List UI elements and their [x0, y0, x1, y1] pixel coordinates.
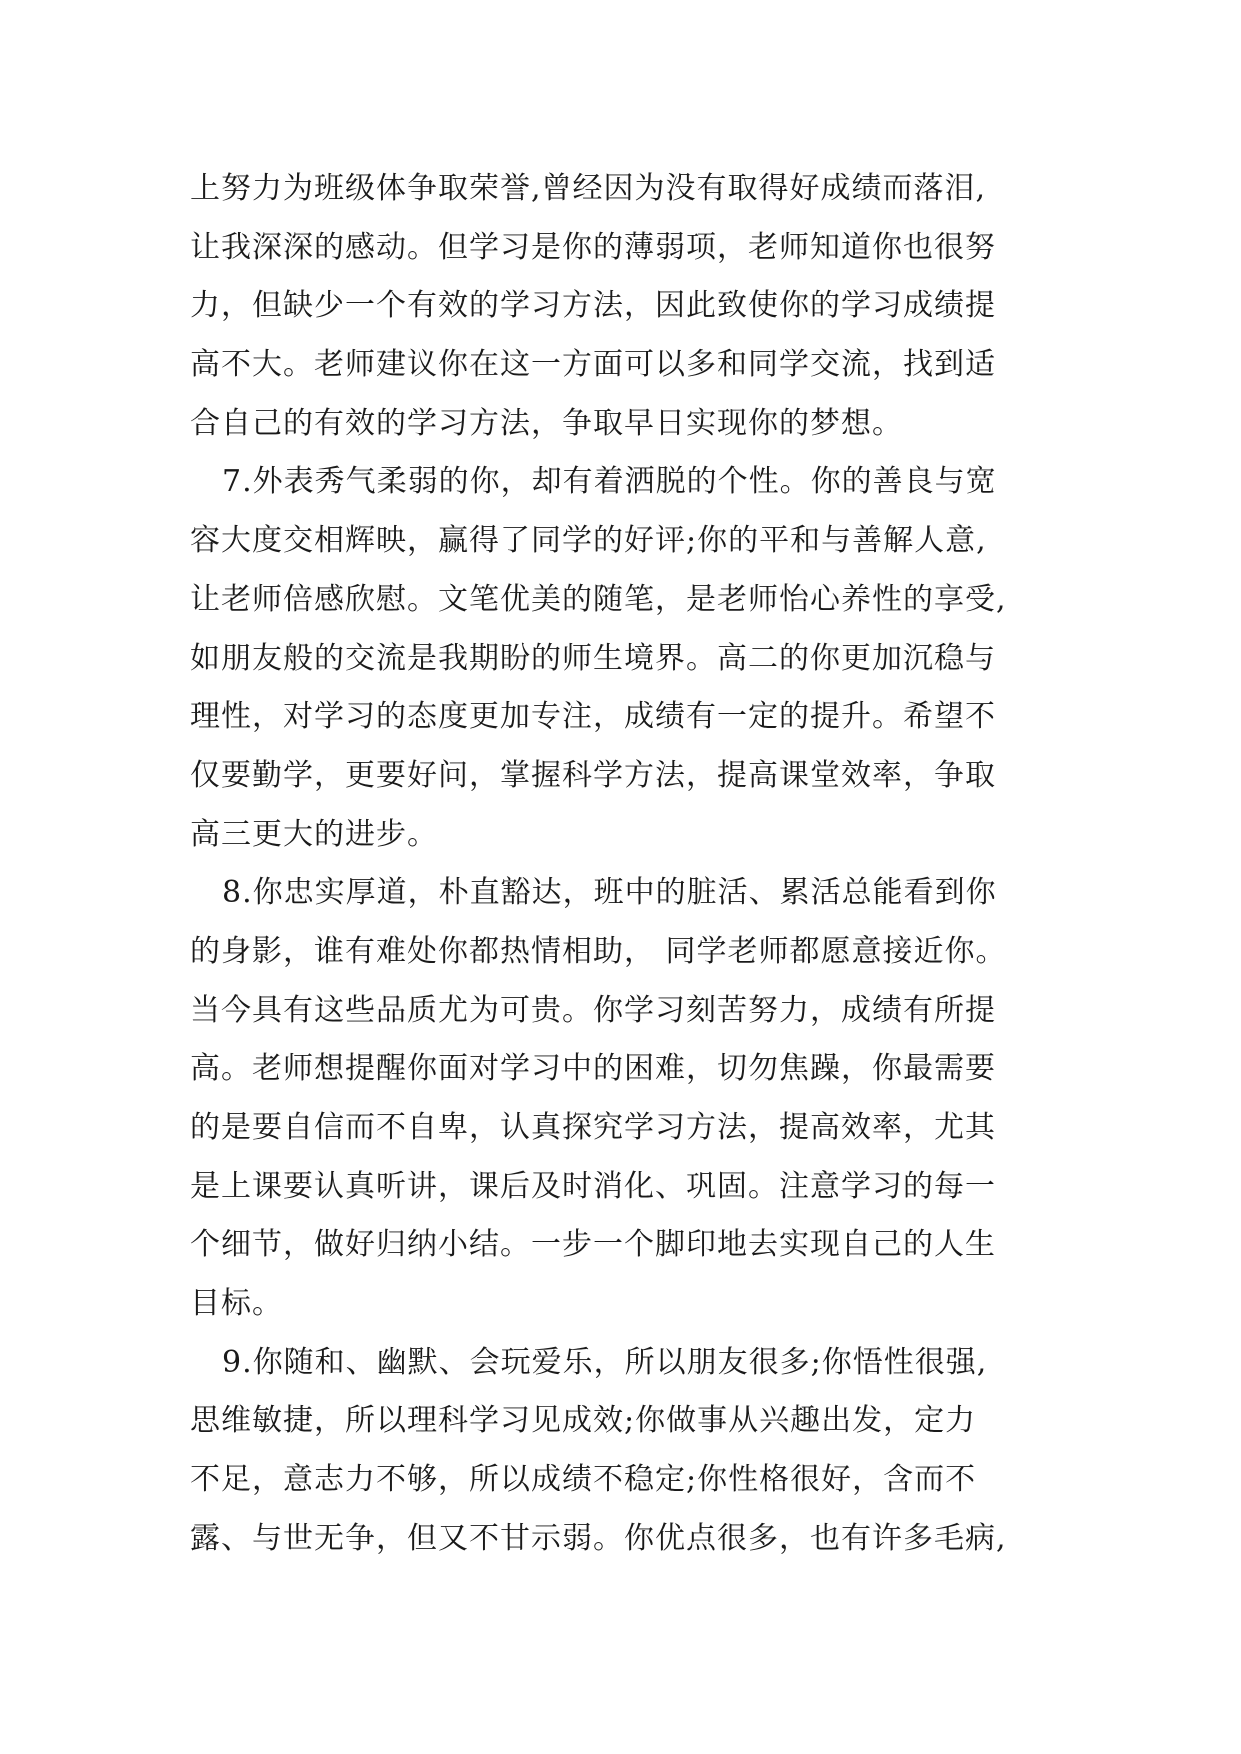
- paragraph-7-start: 7.外表秀气柔弱的你，却有着洒脱的个性。你的善良与宽: [222, 464, 997, 500]
- text-line: 思维敏捷，所以理科学习见成效;你做事从兴趣出发，定力: [190, 1403, 977, 1439]
- text-line: 高不大。老师建议你在这一方面可以多和同学交流，找到适: [190, 347, 996, 383]
- paragraph-8-start: 8.你忠实厚道，朴直豁达，班中的脏活、累活总能看到你: [222, 875, 997, 911]
- text-line: 理性，对学习的态度更加专注，成绩有一定的提升。希望不: [190, 699, 996, 735]
- text-line: 个细节，做好归纳小结。一步一个脚印地去实现自己的人生: [190, 1227, 996, 1263]
- text-line: 不足，意志力不够，所以成绩不稳定;你性格很好，含而不: [190, 1462, 977, 1498]
- text-line: 高三更大的进步。: [190, 816, 438, 852]
- text-line: 让老师倍感欣慰。文笔优美的随笔，是老师怡心养性的享受,: [190, 581, 1007, 617]
- text-line: 容大度交相辉映，赢得了同学的好评;你的平和与善解人意,: [190, 523, 987, 559]
- text-line: 如朋友般的交流是我期盼的师生境界。高二的你更加沉稳与: [190, 640, 996, 676]
- document-body: [190, 160, 1090, 1569]
- text-line: 是上课要认真听讲，课后及时消化、巩固。注意学习的每一: [190, 1168, 996, 1204]
- text-line: 露、与世无争，但又不甘示弱。你优点很多，也有许多毛病,: [190, 1520, 1007, 1556]
- text-line: 的是要自信而不自卑，认真探究学习方法，提高效率，尤其: [190, 1110, 996, 1145]
- text-line: 目标。: [190, 1286, 283, 1322]
- text-line: 合自己的有效的学习方法，争取早日实现你的梦想。: [190, 405, 903, 441]
- text-line: 上努力为班级体争取荣誉,曾经因为没有取得好成绩而落泪,: [190, 171, 987, 206]
- text-line: 的身影，谁有难处你都热情相助， 同学老师都愿意接近你。: [190, 933, 1007, 969]
- text-line: 仅要勤学，更要好问，掌握科学方法，提高课堂效率，争取: [190, 757, 996, 793]
- text-line: 当今具有这些品质尤为可贵。你学习刻苦努力，成绩有所提: [190, 992, 996, 1028]
- paragraph-9-start: 9.你随和、幽默、会玩爱乐，所以朋友很多;你悟性很强,: [222, 1344, 988, 1380]
- text-line: 让我深深的感动。但学习是你的薄弱项，老师知道你也很努: [190, 229, 996, 265]
- text-line: 力，但缺少一个有效的学习方法，因此致使你的学习成绩提: [190, 288, 996, 324]
- text-line: 高。老师想提醒你面对学习中的困难，切勿焦躁，你最需要: [190, 1051, 996, 1087]
